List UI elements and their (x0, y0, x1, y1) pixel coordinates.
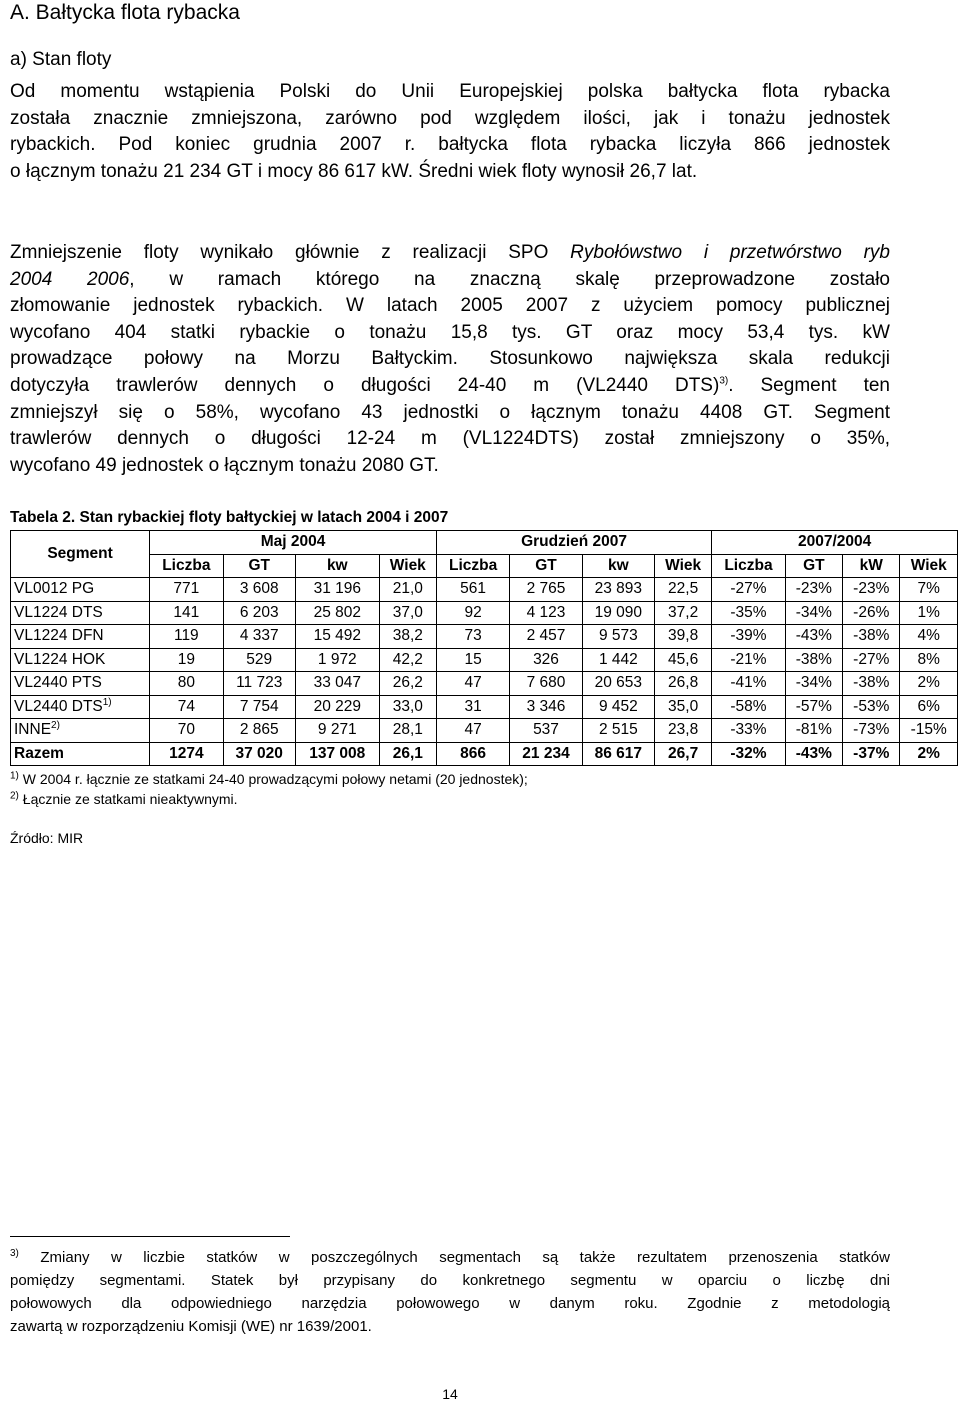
group-header-may-2004: Maj 2004 (150, 531, 437, 555)
table-cell: 9 573 (582, 625, 654, 649)
column-header: Liczba (150, 554, 223, 578)
segment-cell (11, 601, 150, 625)
table-cell: 1% (900, 601, 958, 625)
text-line: pomiędzy segmentami. Statek był przypisany do konkretnego segmentu w oparciu o liczbę dni (10, 1272, 890, 1289)
table-cell: -23% (843, 578, 900, 602)
text-line: wycofano 404 statki rybackie o tonażu 15,8 tys. GT oraz mocy 53,4 tys. kW (10, 321, 890, 343)
table-sub-header (11, 554, 958, 578)
table-row (11, 601, 958, 625)
segment-label: VL2440 DTS (14, 697, 103, 715)
text-line (10, 1246, 890, 1269)
table-row (11, 719, 958, 743)
text-fragment: Zmniejszenie floty wynikało głównie z realizacji SPO (10, 242, 571, 263)
table-cell: -35% (712, 601, 785, 625)
page-number: 14 (442, 1386, 458, 1402)
table-cell: 7% (900, 578, 958, 602)
table-body (11, 578, 958, 766)
column-header: kW (843, 554, 900, 578)
table-cell: 35,0 (655, 695, 712, 719)
table-caption: Tabela 2. Stan rybackiej floty bałtyckiej w latach 2004 i 2007 (10, 509, 449, 526)
table-cell: 866 (436, 742, 509, 766)
text-line: zawartą w rozporządzeniu Komisji (WE) nr 1639/2001. (10, 1318, 372, 1335)
table-cell: 6 203 (223, 601, 295, 625)
footnote-mark: 3) (10, 1248, 19, 1259)
table-cell: 3 346 (510, 695, 582, 719)
segment-label: VL1224 DTS (14, 603, 103, 621)
segment-cell (11, 695, 150, 719)
segment-header: Segment (11, 531, 150, 578)
table-cell: 37 020 (223, 742, 295, 766)
table-cell: 141 (150, 601, 223, 625)
column-header: Wiek (379, 554, 436, 578)
table-cell: 74 (150, 695, 223, 719)
table-cell: -38% (843, 672, 900, 696)
table-cell: 26,2 (379, 672, 436, 696)
column-header: kw (582, 554, 654, 578)
table-cell: 561 (436, 578, 509, 602)
table-cell: 4 337 (223, 625, 295, 649)
table-cell: -34% (785, 672, 842, 696)
table-cell: 28,1 (379, 719, 436, 743)
table-cell: 771 (150, 578, 223, 602)
source-note: Źródło: MIR (10, 830, 84, 846)
table-cell: 2% (900, 742, 958, 766)
table-cell: 2 765 (510, 578, 582, 602)
table-cell: -41% (712, 672, 785, 696)
table-cell: -81% (785, 719, 842, 743)
table-cell: -15% (900, 719, 958, 743)
table-cell: -34% (785, 601, 842, 625)
table-cell: -32% (712, 742, 785, 766)
table-cell: 15 492 (295, 625, 379, 649)
column-header: Liczba (712, 554, 785, 578)
text-line: zmniejszył się o 58%, wycofano 43 jednostki o łącznym tonażu 4408 GT. Segment (10, 401, 890, 423)
subsection-heading: a) Stan floty (10, 49, 112, 70)
table-cell: 21 234 (510, 742, 582, 766)
group-header-dec-2007: Grudzień 2007 (436, 531, 711, 555)
segment-label: VL0012 PG (14, 580, 95, 598)
table-row (11, 648, 958, 672)
text-line: o łącznym tonażu 21 234 GT i mocy 86 617 kW. Średni wiek floty wynosił 26,7 lat. (10, 160, 698, 182)
table-cell: -23% (785, 578, 842, 602)
table-cell: 25 802 (295, 601, 379, 625)
footnote-3 (10, 1246, 890, 1338)
table-cell: 7 680 (510, 672, 582, 696)
text-line: połowowych dla odpowiedniego narzędzia połowowego w danym roku. Zgodnie z metodologią (10, 1295, 890, 1312)
table-cell: 4 123 (510, 601, 582, 625)
table-cell: 19 090 (582, 601, 654, 625)
table-cell: 26,1 (379, 742, 436, 766)
footnote-separator (10, 1236, 290, 1237)
table-cell: -26% (843, 601, 900, 625)
table-row (11, 695, 958, 719)
footnote-text: Zmiany w liczbie statków w poszczególnych segmentach są także rezultatem przenoszenia statków (18, 1249, 890, 1266)
table-group-header (11, 531, 958, 555)
footnote-mark: 1) (10, 770, 19, 782)
text-line: trawlerów dennych o długości 12-24 m (VL1224DTS) został zmniejszony o 35%, (10, 428, 890, 450)
table-cell: 3 608 (223, 578, 295, 602)
table-cell: 1274 (150, 742, 223, 766)
column-header: GT (785, 554, 842, 578)
table-cell: 92 (436, 601, 509, 625)
segment-label: INNE (14, 721, 52, 739)
table-cell: 2 515 (582, 719, 654, 743)
table-cell: 70 (150, 719, 223, 743)
table-cell: 9 271 (295, 719, 379, 743)
footnote-ref: 3) (719, 375, 729, 387)
table-cell: -38% (843, 625, 900, 649)
footnote-mark: 2) (10, 790, 19, 802)
programme-years: 2004 2006 (10, 268, 130, 290)
segment-cell (11, 672, 150, 696)
group-header-ratio: 2007/2004 (712, 531, 958, 555)
fleet-table (10, 530, 958, 766)
text-line (10, 240, 890, 267)
text-line: prowadzące połowy na Morzu Bałtyckim. Stosunkowo największa skala redukcji (10, 348, 890, 370)
text-line: Od momentu wstąpienia Polski do Unii Europejskiej polska bałtycka flota rybacka (10, 81, 890, 102)
table-row (11, 672, 958, 696)
table-cell: 38,2 (379, 625, 436, 649)
table-cell: -37% (843, 742, 900, 766)
table-cell: -27% (843, 648, 900, 672)
table-cell: 9 452 (582, 695, 654, 719)
table-cell: 39,8 (655, 625, 712, 649)
table-cell: 47 (436, 719, 509, 743)
footnote-ref: 1) (102, 696, 112, 708)
footnote-text: Łącznie ze statkami nieaktywnymi. (18, 791, 238, 807)
table-cell: -43% (785, 625, 842, 649)
segment-label: VL1224 HOK (14, 650, 106, 668)
table-cell: 47 (436, 672, 509, 696)
column-header: Wiek (655, 554, 712, 578)
table-cell: 1 442 (582, 648, 654, 672)
table-cell: 86 617 (582, 742, 654, 766)
text-line: wycofano 49 jednostek o łącznym tonażu 2080 GT. (10, 454, 439, 476)
text-fragment: dotyczyła trawlerów dennych o długości 24-40 m (VL2440 DTS) (10, 374, 720, 396)
table-cell: 20 229 (295, 695, 379, 719)
table-cell: 31 196 (295, 578, 379, 602)
text-fragment: . Segment ten (728, 374, 890, 396)
table-cell: 137 008 (295, 742, 379, 766)
table-row (11, 625, 958, 649)
footnote-2 (10, 790, 238, 808)
table-cell: -57% (785, 695, 842, 719)
table-cell: -43% (785, 742, 842, 766)
footnote-1 (10, 770, 528, 788)
table-cell: 37,0 (379, 601, 436, 625)
table-cell: 8% (900, 648, 958, 672)
column-header: GT (223, 554, 295, 578)
table-cell: 1 972 (295, 648, 379, 672)
segment-cell (11, 648, 150, 672)
table-cell: 19 (150, 648, 223, 672)
segment-cell (11, 625, 150, 649)
table-cell: 45,6 (655, 648, 712, 672)
table-cell: 26,8 (655, 672, 712, 696)
table-cell: 7 754 (223, 695, 295, 719)
table-cell: 2 457 (510, 625, 582, 649)
table-cell: 529 (223, 648, 295, 672)
column-header: GT (510, 554, 582, 578)
text-line: rybackich. Pod koniec grudnia 2007 r. bałtycka flota rybacka liczyła 866 jednostek (10, 134, 890, 156)
table-cell: 37,2 (655, 601, 712, 625)
table-cell: 22,5 (655, 578, 712, 602)
text-line (10, 267, 890, 294)
table-cell: -58% (712, 695, 785, 719)
paragraph-fleet-status (10, 79, 890, 185)
table-cell: 4% (900, 625, 958, 649)
programme-name: Rybołówstwo i przetwórstwo ryb (570, 242, 890, 263)
table-cell: -73% (843, 719, 900, 743)
table-cell: 73 (436, 625, 509, 649)
table-cell: 20 653 (582, 672, 654, 696)
segment-cell (11, 719, 150, 743)
table-row (11, 578, 958, 602)
table-cell: 31 (436, 695, 509, 719)
table-cell: 23 893 (582, 578, 654, 602)
table-cell: -27% (712, 578, 785, 602)
table-cell: 26,7 (655, 742, 712, 766)
table-cell: 119 (150, 625, 223, 649)
column-header: kw (295, 554, 379, 578)
table-cell: 11 723 (223, 672, 295, 696)
section-heading: A. Bałtycka flota rybacka (10, 1, 240, 24)
segment-label: VL1224 DFN (14, 627, 104, 645)
table-cell: 42,2 (379, 648, 436, 672)
table-cell: -53% (843, 695, 900, 719)
text-line: została znacznie zmniejszona, zarówno pod względem ilości, jak i tonażu jednostek (10, 107, 890, 129)
paragraph-fleet-reduction (10, 240, 890, 479)
table-cell: 326 (510, 648, 582, 672)
table-cell: 2% (900, 672, 958, 696)
table-cell: 33 047 (295, 672, 379, 696)
table-cell: 6% (900, 695, 958, 719)
table-cell: 33,0 (379, 695, 436, 719)
table-cell: 15 (436, 648, 509, 672)
text-line: złomowanie jednostek rybackich. W latach 2005 2007 z użyciem pomocy publicznej (10, 295, 890, 317)
text-line (10, 373, 890, 400)
table-cell: -21% (712, 648, 785, 672)
table-cell: 21,0 (379, 578, 436, 602)
segment-cell (11, 578, 150, 602)
table-cell: 2 865 (223, 719, 295, 743)
table-cell: -38% (785, 648, 842, 672)
table-cell: -39% (712, 625, 785, 649)
table-cell: 23,8 (655, 719, 712, 743)
table-cell: 80 (150, 672, 223, 696)
text-fragment: , w ramach którego na znaczną skalę przeprowadzone zostało (129, 268, 890, 290)
column-header: Wiek (900, 554, 958, 578)
segment-cell (11, 742, 150, 766)
segment-label: VL2440 PTS (14, 674, 102, 692)
footnote-ref: 2) (51, 720, 60, 732)
column-header: Liczba (436, 554, 509, 578)
table-total-row (11, 742, 958, 766)
footnote-text: W 2004 r. łącznie ze statkami 24-40 prowadzącymi połowy netami (20 jednostek); (18, 771, 528, 787)
table-cell: 537 (510, 719, 582, 743)
table-cell: -33% (712, 719, 785, 743)
segment-label: Razem (14, 744, 64, 762)
